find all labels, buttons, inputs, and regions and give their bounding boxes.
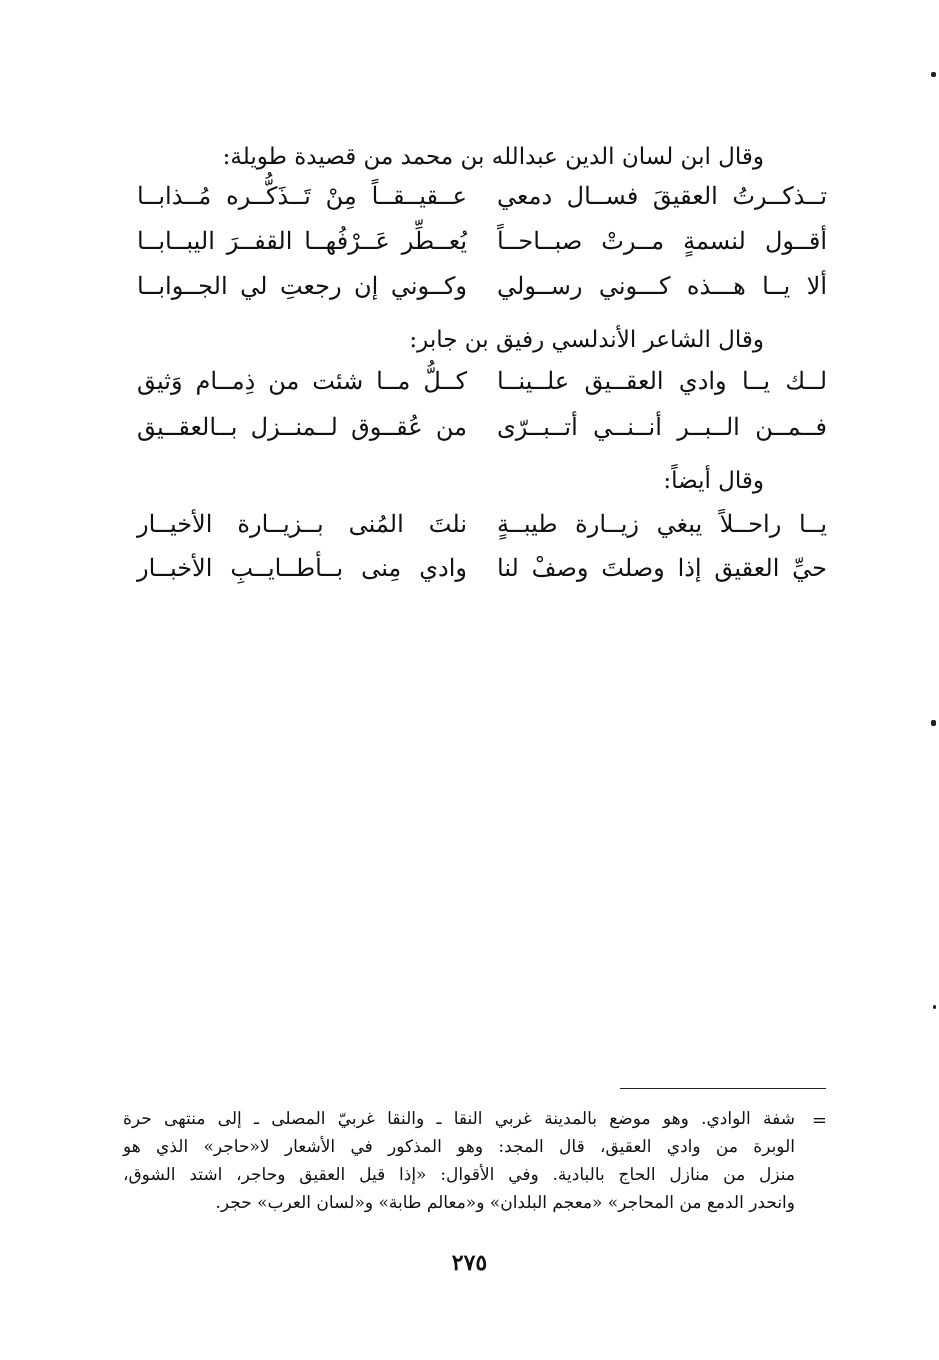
footnote-line: الوبرة من وادي العقيق، قال المجد: وهو المذكور في الأشعار لا«حاجر» الذي هو bbox=[123, 1137, 795, 1157]
scan-edge-mark bbox=[931, 720, 936, 726]
page-number: ٢٧٥ bbox=[451, 1250, 488, 1276]
verse-second-hemistich: وكــوني إن رجعتِ لي الجــوابــا bbox=[137, 272, 467, 300]
verse-line bbox=[137, 405, 827, 449]
verse-second-hemistich: نلتَ المُنى بــزيــارة الأخيــار bbox=[137, 510, 467, 538]
scan-edge-mark bbox=[931, 72, 936, 77]
verse-first-hemistich: أقــول لنسمةٍ مــرتْ صبــاحــاً bbox=[497, 227, 827, 255]
footnote-line: منزل من منازل الحاج بالبادية. وفي الأقوال: «إذا قيل العقيق وحاجر، اشتد الشوق، bbox=[123, 1165, 795, 1185]
verse-line bbox=[137, 264, 827, 308]
verse-line bbox=[137, 174, 827, 218]
verse-line bbox=[137, 546, 827, 590]
verse-first-hemistich: يــا راحــلاً يبغي زيــارة طيبــةٍ bbox=[497, 510, 827, 538]
verse-second-hemistich: يُعــطِّر عَــرْفُهــا القفــرَ اليبــابــا bbox=[137, 227, 467, 255]
verse-second-hemistich: من عُقــوق لــمنــزل بــالعقــيق bbox=[137, 413, 467, 441]
footnote-line: وانحدر الدمع من المحاجر» «معجم البلدان» و«معالم طابة» و«لسان العرب» حجر. bbox=[215, 1193, 795, 1213]
verse-first-hemistich: فــمــن الــبــر أنــنــي أتــبــرّى bbox=[497, 413, 827, 441]
verse-second-hemistich: كــلُّ مــا شئت من ذِمــام وَثيق bbox=[137, 367, 467, 395]
verse-first-hemistich: تــذكــرتُ العقيقَ فســال دمعي bbox=[497, 182, 827, 210]
footnote-continuation-mark: = bbox=[811, 1110, 827, 1131]
verse-second-hemistich: وادي مِنى بــأطــايــبِ الأخبــار bbox=[137, 554, 467, 582]
verse-line bbox=[137, 219, 827, 263]
section-3-intro: وقال أيضاً: bbox=[663, 468, 764, 494]
footnote-line: شفة الوادي. وهو موضع بالمدينة غربي النقا ـ والنقا غربيّ المصلى ـ إلى منتهى حرة bbox=[123, 1109, 795, 1129]
footnote bbox=[123, 1105, 795, 1217]
verse-first-hemistich: ألا يــا هـــذه كـــوني رســولي bbox=[497, 272, 827, 300]
footnote-separator bbox=[620, 1088, 826, 1089]
scan-edge-mark bbox=[933, 1005, 936, 1009]
verse-line bbox=[137, 502, 827, 546]
section-2-intro: وقال الشاعر الأندلسي رفيق بن جابر: bbox=[409, 327, 764, 353]
verse-line bbox=[137, 359, 827, 403]
verse-first-hemistich: لــك يــا وادي العقــيق علــينــا bbox=[497, 367, 827, 395]
section-1-intro: وقال ابن لسان الدين عبدالله بن محمد من قصيدة طويلة: bbox=[222, 144, 764, 170]
verse-first-hemistich: حيِّ العقيق إذا وصلتَ وصفْ لنا bbox=[497, 554, 827, 582]
verse-second-hemistich: عــقيــقــاً مِنْ تَــذَكُّــره مُــذابــا bbox=[137, 182, 467, 210]
